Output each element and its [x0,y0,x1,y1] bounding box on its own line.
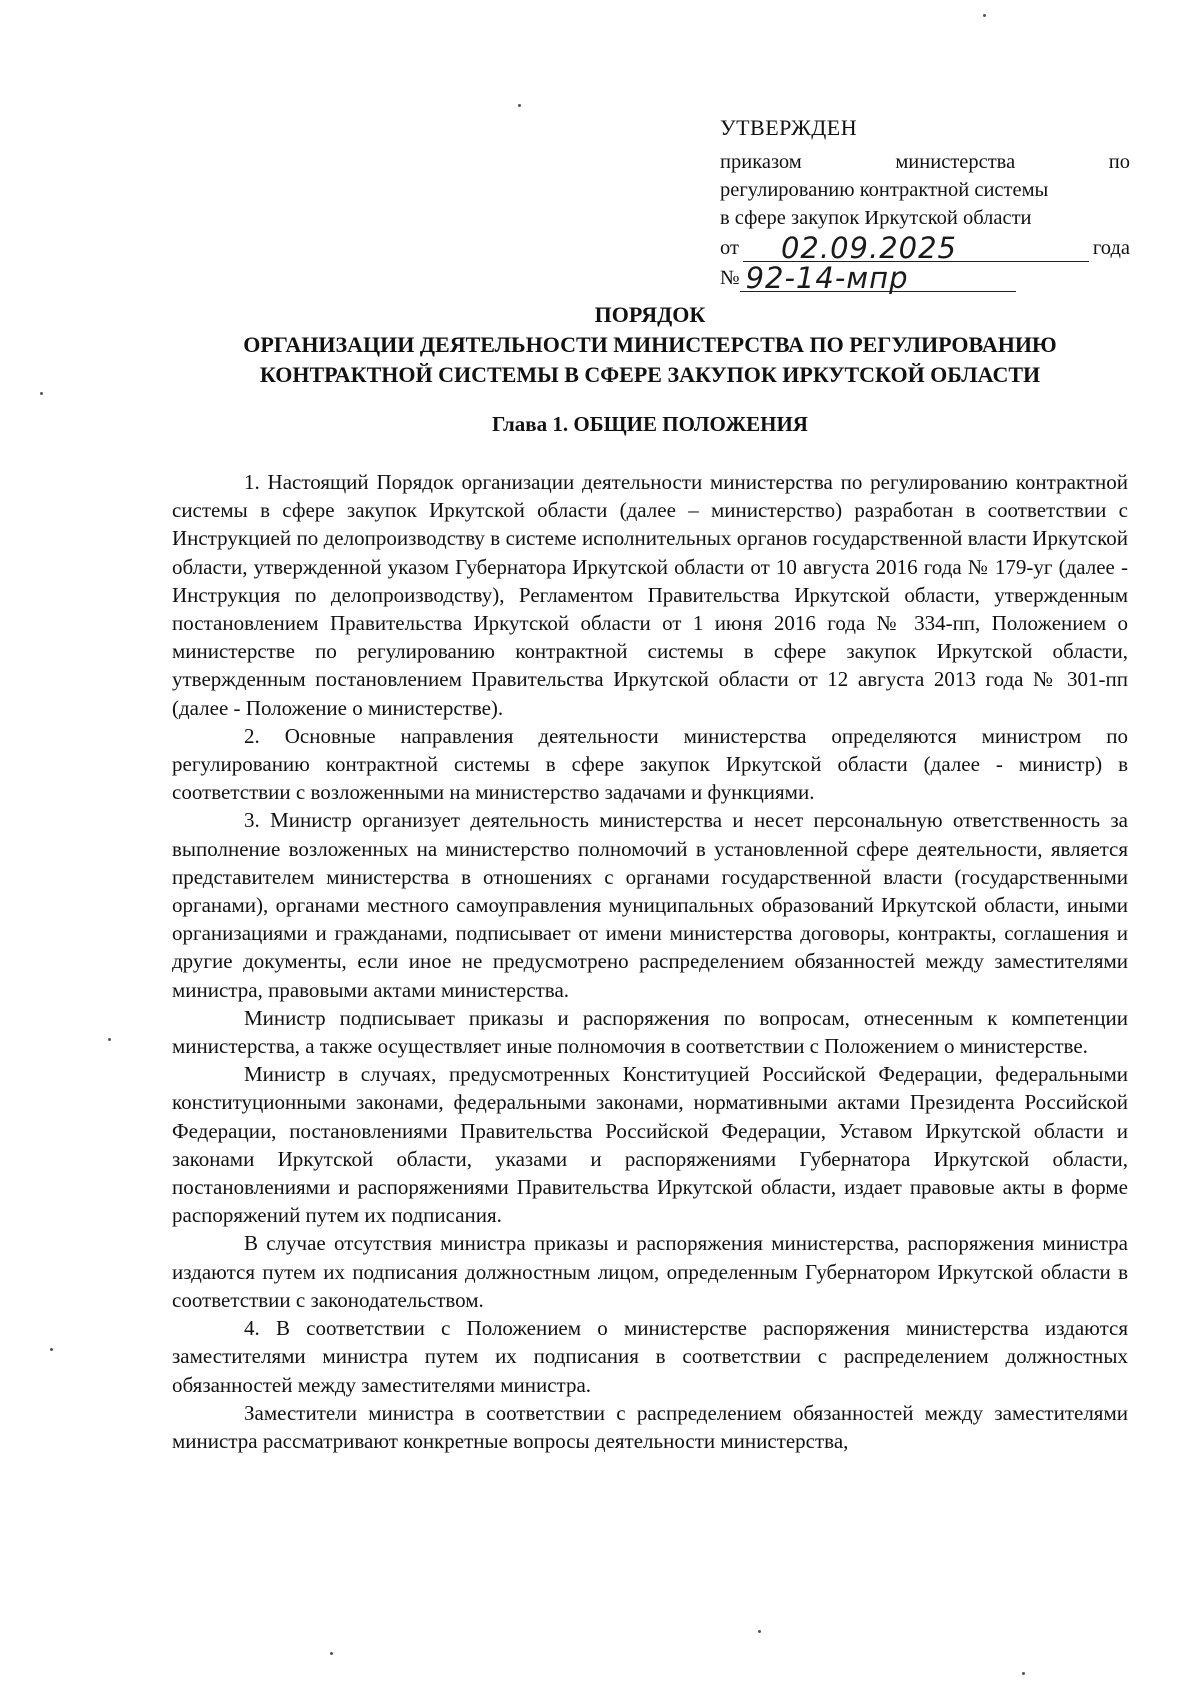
scan-speck [983,14,986,17]
title-line-1: ПОРЯДОК [594,302,706,327]
approval-line-2: регулированию контрактной системы [720,179,1049,201]
paragraph-3: 3. Министр организует деятельность министерства и несет персональную ответственность за выполнение возложенных на министерство полномочий в установленной сфере деятельности, является представителем министерства в отношениях с органами государственной власти (государственными органами), органами местного самоуправления муниципальных образований Иркутской области, иными организациями и гражданами, подписывает от имени министерства договоры, контракты, соглашения и другие документы, если иное не предусмотрено распределением обязанностей между заместителями министра, правовыми актами министерства. [172,808,1128,1002]
scan-speck [518,104,521,107]
scan-speck [50,1348,53,1351]
chapter-heading: Глава 1. ОБЩИЕ ПОЛОЖЕНИЯ [492,412,808,436]
approval-heading: УТВЕРЖДЕН [720,115,858,140]
scan-speck [40,392,43,395]
date-prefix: от [720,237,739,259]
approval-stamp-block [720,114,1130,295]
approval-number-row [720,261,1130,295]
paragraph-1: 1. Настоящий Порядок организации деятельности министерства по регулированию контрактной системы в сфере закупок Иркутской области (далее – министерство) разработан в соответствии с Инструкцией по делопроизводству в системе исполнительных органов государственной власти Иркутской области, утвержденной указом Губернатора Иркутской области от 10 августа 2016 года № 179-уг (далее - Инструкция по делопроизводству), Регламентом Правительства Иркутской области, утвержденным постановлением Правительства Иркутской области от 1 июня 2016 года № 334-пп, Положением о министерстве по регулированию контрактной системы в сфере закупок Иркутской области, утвержденным постановлением Правительства Иркутской области от 12 августа 2013 года № 301-пп (далее - Положение о министерстве). [172,470,1128,720]
paragraph-7: 4. В соответствии с Положением о министерстве распоряжения министерства издаются заместителями министра путем их подписания в соответствии с распределением должностных обязанностей между заместителями министра. [172,1316,1128,1397]
scan-speck [758,1630,761,1633]
paragraph-4: Министр подписывает приказы и распоряжения по вопросам, отнесенным к компетенции министерства, а также осуществляет иные полномочия в соответствии с Положением о министерстве. [172,1005,1128,1059]
handwritten-number: 92-14-мпр [740,265,1016,292]
approval-line-1: приказом министерства по [720,151,1130,173]
title-line-3: КОНТРАКТНОЙ СИСТЕМЫ В СФЕРЕ ЗАКУПОК ИРКУТСКОЙ ОБЛАСТИ [259,362,1041,387]
paragraph-8: Заместители министра в соответствии с распределением обязанностей между заместителями министра рассматривают конкретные вопросы деятельности министерства, [172,1400,1128,1453]
paragraph-6: В случае отсутствия министра приказы и распоряжения министерства, распоряжения министра издаются путем их подписания должностным лицом, определенным Губернатором Иркутской области в соответствии с законодательством. [172,1231,1128,1312]
date-suffix: года [1092,237,1130,259]
document-body [172,468,1128,1455]
scan-speck [330,1652,333,1655]
approval-line-3: в сфере закупок Иркутской области [720,207,1032,229]
paragraph-2: 2. Основные направления деятельности министерства определяются министром по регулированию контрактной системы в сфере закупок Иркутской области (далее - министр) в соответствии с возложенными на министерство задачами и функциями. [172,723,1128,805]
document-title [170,300,1130,390]
scan-speck [1022,1672,1025,1675]
handwritten-date: 02.09.2025 [743,235,1089,262]
number-prefix: № [720,267,740,289]
approval-date-row [720,231,1130,265]
title-line-2: ОРГАНИЗАЦИИ ДЕЯТЕЛЬНОСТИ МИНИСТЕРСТВА ПО РЕГУЛИРОВАНИЮ [243,332,1057,357]
paragraph-5: Министр в случаях, предусмотренных Конституцией Российской Федерации, федеральными конституционными законами, федеральными законами, нормативными актами Президента Российской Федерации, постановлениями Правительства Российской Федерации, Уставом Иркутской области и законами Иркутской области, указами и распоряжениями Губернатора Иркутской области, постановлениями и распоряжениями Правительства Иркутской области, издает правовые акты в форме распоряжений путем их подписания. [172,1062,1128,1228]
scan-speck [108,1038,111,1041]
